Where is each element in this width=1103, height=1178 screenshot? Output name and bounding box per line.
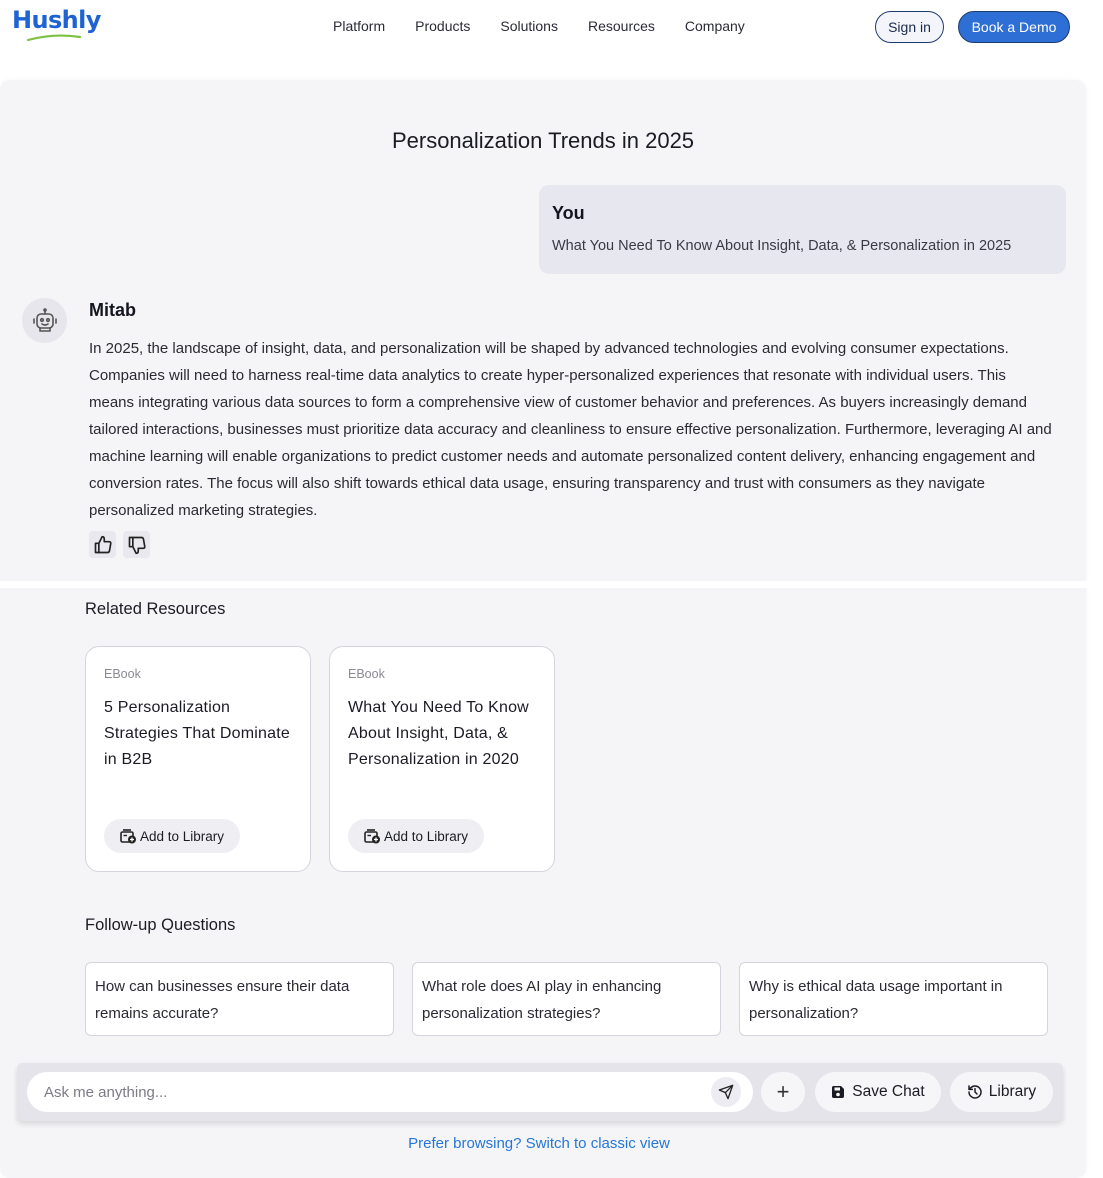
robot-icon bbox=[31, 307, 59, 335]
bot-message-text: In 2025, the landscape of insight, data, and personalization will be shaped by advanced technologies and evolving consumer expectations. Companies will need to harness real-time data analytics to create hyper-personalized experiences that resonate with individual users. This means integrating various data sources to form a comprehensive view of customer behavior and preferences. As buyers increasingly demand tailored interactions, businesses must prioritize data accuracy and cleanliness to ensure effective personalization. Furthermore, leveraging AI and machine learning will enable organizations to predict customer needs and automate personalized content delivery, enhancing engagement and conversion rates. The focus will also shift towards ethical data usage, ensuring transparency and trust with consumers as they navigate personalized marketing strategies. bbox=[89, 340, 1052, 519]
followup-question[interactable]: Why is ethical data usage important in personalization? bbox=[739, 962, 1048, 1036]
save-chat-label: Save Chat bbox=[852, 1083, 925, 1100]
plus-icon: + bbox=[776, 1079, 790, 1104]
bot-avatar bbox=[22, 298, 67, 343]
followup-question[interactable]: What role does AI play in enhancing personalization strategies? bbox=[412, 962, 721, 1036]
followup-questions-title: Follow-up Questions bbox=[85, 916, 236, 934]
user-message-bubble bbox=[539, 185, 1066, 274]
add-to-library-button[interactable] bbox=[348, 819, 484, 853]
resource-type: EBook bbox=[104, 667, 141, 681]
site-header bbox=[0, 0, 1103, 56]
thumbs-up-icon bbox=[93, 535, 113, 555]
library-label: Library bbox=[988, 1083, 1037, 1100]
thumbs-down-button[interactable] bbox=[123, 531, 150, 558]
ask-input[interactable] bbox=[27, 1072, 753, 1112]
book-demo-button[interactable]: Book a Demo bbox=[958, 11, 1070, 43]
followup-question[interactable]: How can businesses ensure their data remains accurate? bbox=[85, 962, 394, 1036]
send-button[interactable] bbox=[711, 1077, 741, 1107]
resource-title[interactable]: What You Need To Know About Insight, Data, & Personalization in 2020 bbox=[348, 699, 529, 768]
history-icon bbox=[967, 1084, 983, 1100]
resource-title[interactable]: 5 Personalization Strategies That Dominate in B2B bbox=[104, 699, 290, 768]
signin-button[interactable]: Sign in bbox=[875, 11, 944, 43]
section-divider bbox=[0, 581, 1103, 588]
user-message-text: What You Need To Know About Insight, Data, & Personalization in 2025 bbox=[552, 238, 1012, 254]
nav-item-solutions[interactable]: Solutions bbox=[500, 18, 558, 34]
classic-view-link[interactable]: Prefer browsing? Switch to classic view bbox=[408, 1135, 670, 1152]
add-to-library-button[interactable] bbox=[104, 819, 240, 853]
send-icon bbox=[718, 1084, 734, 1100]
logo-swoosh bbox=[26, 34, 82, 42]
hushly-logo[interactable] bbox=[12, 6, 101, 34]
add-to-library-label: Add to Library bbox=[140, 828, 225, 844]
composer-bar bbox=[17, 1063, 1063, 1121]
library-button[interactable] bbox=[950, 1072, 1053, 1112]
resource-card[interactable] bbox=[85, 646, 311, 872]
chat-title: Personalization Trends in 2025 bbox=[391, 128, 695, 153]
new-chat-button[interactable] bbox=[761, 1072, 805, 1112]
thumbs-down-icon bbox=[127, 535, 147, 555]
logo-text: Hushly bbox=[12, 6, 101, 34]
save-icon bbox=[831, 1085, 845, 1099]
library-add-icon bbox=[364, 829, 381, 844]
user-name: You bbox=[552, 203, 585, 223]
add-to-library-label: Add to Library bbox=[384, 828, 469, 844]
save-chat-button[interactable] bbox=[815, 1072, 941, 1112]
library-add-icon bbox=[120, 829, 137, 844]
related-resources-title: Related Resources bbox=[85, 600, 226, 618]
resource-type: EBook bbox=[348, 667, 385, 681]
nav-item-resources[interactable]: Resources bbox=[587, 18, 655, 34]
nav-item-products[interactable]: Products bbox=[415, 18, 471, 34]
nav-item-company[interactable]: Company bbox=[684, 18, 745, 34]
thumbs-up-button[interactable] bbox=[89, 531, 116, 558]
main-nav bbox=[333, 18, 775, 34]
bot-name: Mitab bbox=[89, 300, 136, 320]
nav-item-platform[interactable]: Platform bbox=[333, 18, 386, 34]
resource-card[interactable] bbox=[329, 646, 555, 872]
